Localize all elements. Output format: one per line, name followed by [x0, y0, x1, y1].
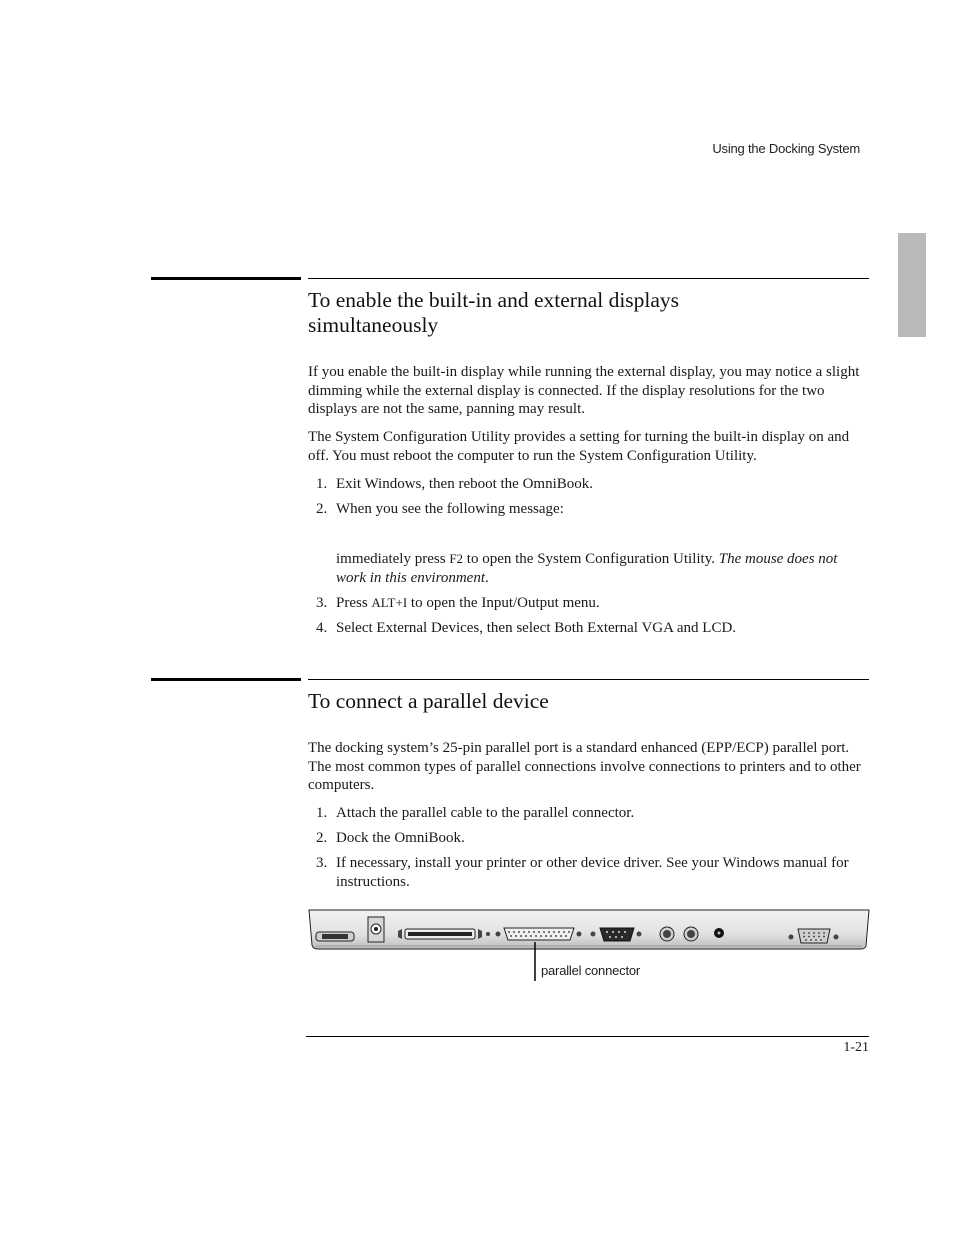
- paragraph: The docking system’s 25-pin parallel port is a standard enhanced (EPP/ECP) parallel port. The most common types of parallel connections involve connections to printers and to other computers.: [308, 740, 861, 794]
- paragraph: The System Configuration Utility provides a setting for turning the built-in display on and off. You must reboot the computer to run the System Configuration Utility.: [308, 429, 850, 464]
- section-heading: [308, 288, 679, 338]
- running-header: Using the Docking System: [712, 141, 860, 156]
- heading-line: To enable the built-in and external displays: [308, 288, 680, 312]
- text-run: immediately press: [336, 551, 450, 567]
- figure-caption: parallel connector: [541, 963, 641, 978]
- power-jack-icon: [368, 917, 384, 942]
- list-text: [336, 594, 870, 613]
- section-rule-right: [308, 679, 869, 680]
- list-number: 2.: [316, 830, 328, 846]
- list-number: 2.: [316, 501, 328, 517]
- list-text: If necessary, install your printer or other device driver. See your Windows manual for instructions.: [336, 855, 849, 890]
- list-text: Dock the OmniBook.: [336, 830, 465, 846]
- text-run: Press: [336, 595, 372, 611]
- text-run: .: [485, 569, 489, 586]
- list-number: 1.: [316, 476, 328, 492]
- audio-jack-icon: [714, 928, 724, 938]
- docking-connector-icon: [316, 932, 354, 941]
- list-text: Attach the parallel cable to the parallel connector.: [336, 805, 635, 821]
- italic-note: The mouse does not work in this environment: [336, 551, 838, 586]
- list-number: 3.: [316, 855, 328, 871]
- page-number: 1-21: [843, 1040, 869, 1055]
- list-item: [316, 854, 870, 891]
- ps2-port-icon: [660, 927, 674, 941]
- heading-line: simultaneously: [308, 313, 439, 337]
- list-item: [316, 594, 870, 613]
- section-rule-right: [308, 278, 869, 279]
- list-item: [316, 804, 870, 823]
- list-item: [316, 619, 870, 638]
- section-rule-left: [151, 277, 301, 280]
- text-run: to open the System Configuration Utility.: [463, 551, 719, 567]
- key-name: F2: [449, 551, 464, 566]
- chapter-thumb-tab: [898, 233, 926, 337]
- list-number: 4.: [316, 620, 328, 636]
- list-item: [316, 475, 870, 494]
- list-text: When you see the following message:: [336, 501, 564, 517]
- list-text: Exit Windows, then reboot the OmniBook.: [336, 476, 594, 492]
- section-heading: To connect a parallel device: [308, 689, 549, 713]
- text-run: to open the Input/Output menu.: [407, 595, 600, 611]
- list-item: [316, 500, 870, 519]
- list-item: [316, 829, 870, 848]
- paragraph: If you enable the built-in display while running the external display, you may notice a slight dimming while the external display is connected. If the display resolutions for the two displays are not the same, panning may result.: [308, 364, 860, 418]
- ps2-port-icon: [684, 927, 698, 941]
- parallel-connector-icon: [496, 928, 582, 940]
- list-text: Select External Devices, then select Both External VGA and LCD.: [336, 620, 737, 636]
- list-continuation: [336, 550, 870, 587]
- section-rule-left: [151, 678, 301, 681]
- list-number: 3.: [316, 595, 328, 611]
- key-name: ALT+I: [371, 595, 408, 610]
- footer-rule: [306, 1036, 869, 1037]
- list-number: 1.: [316, 805, 328, 821]
